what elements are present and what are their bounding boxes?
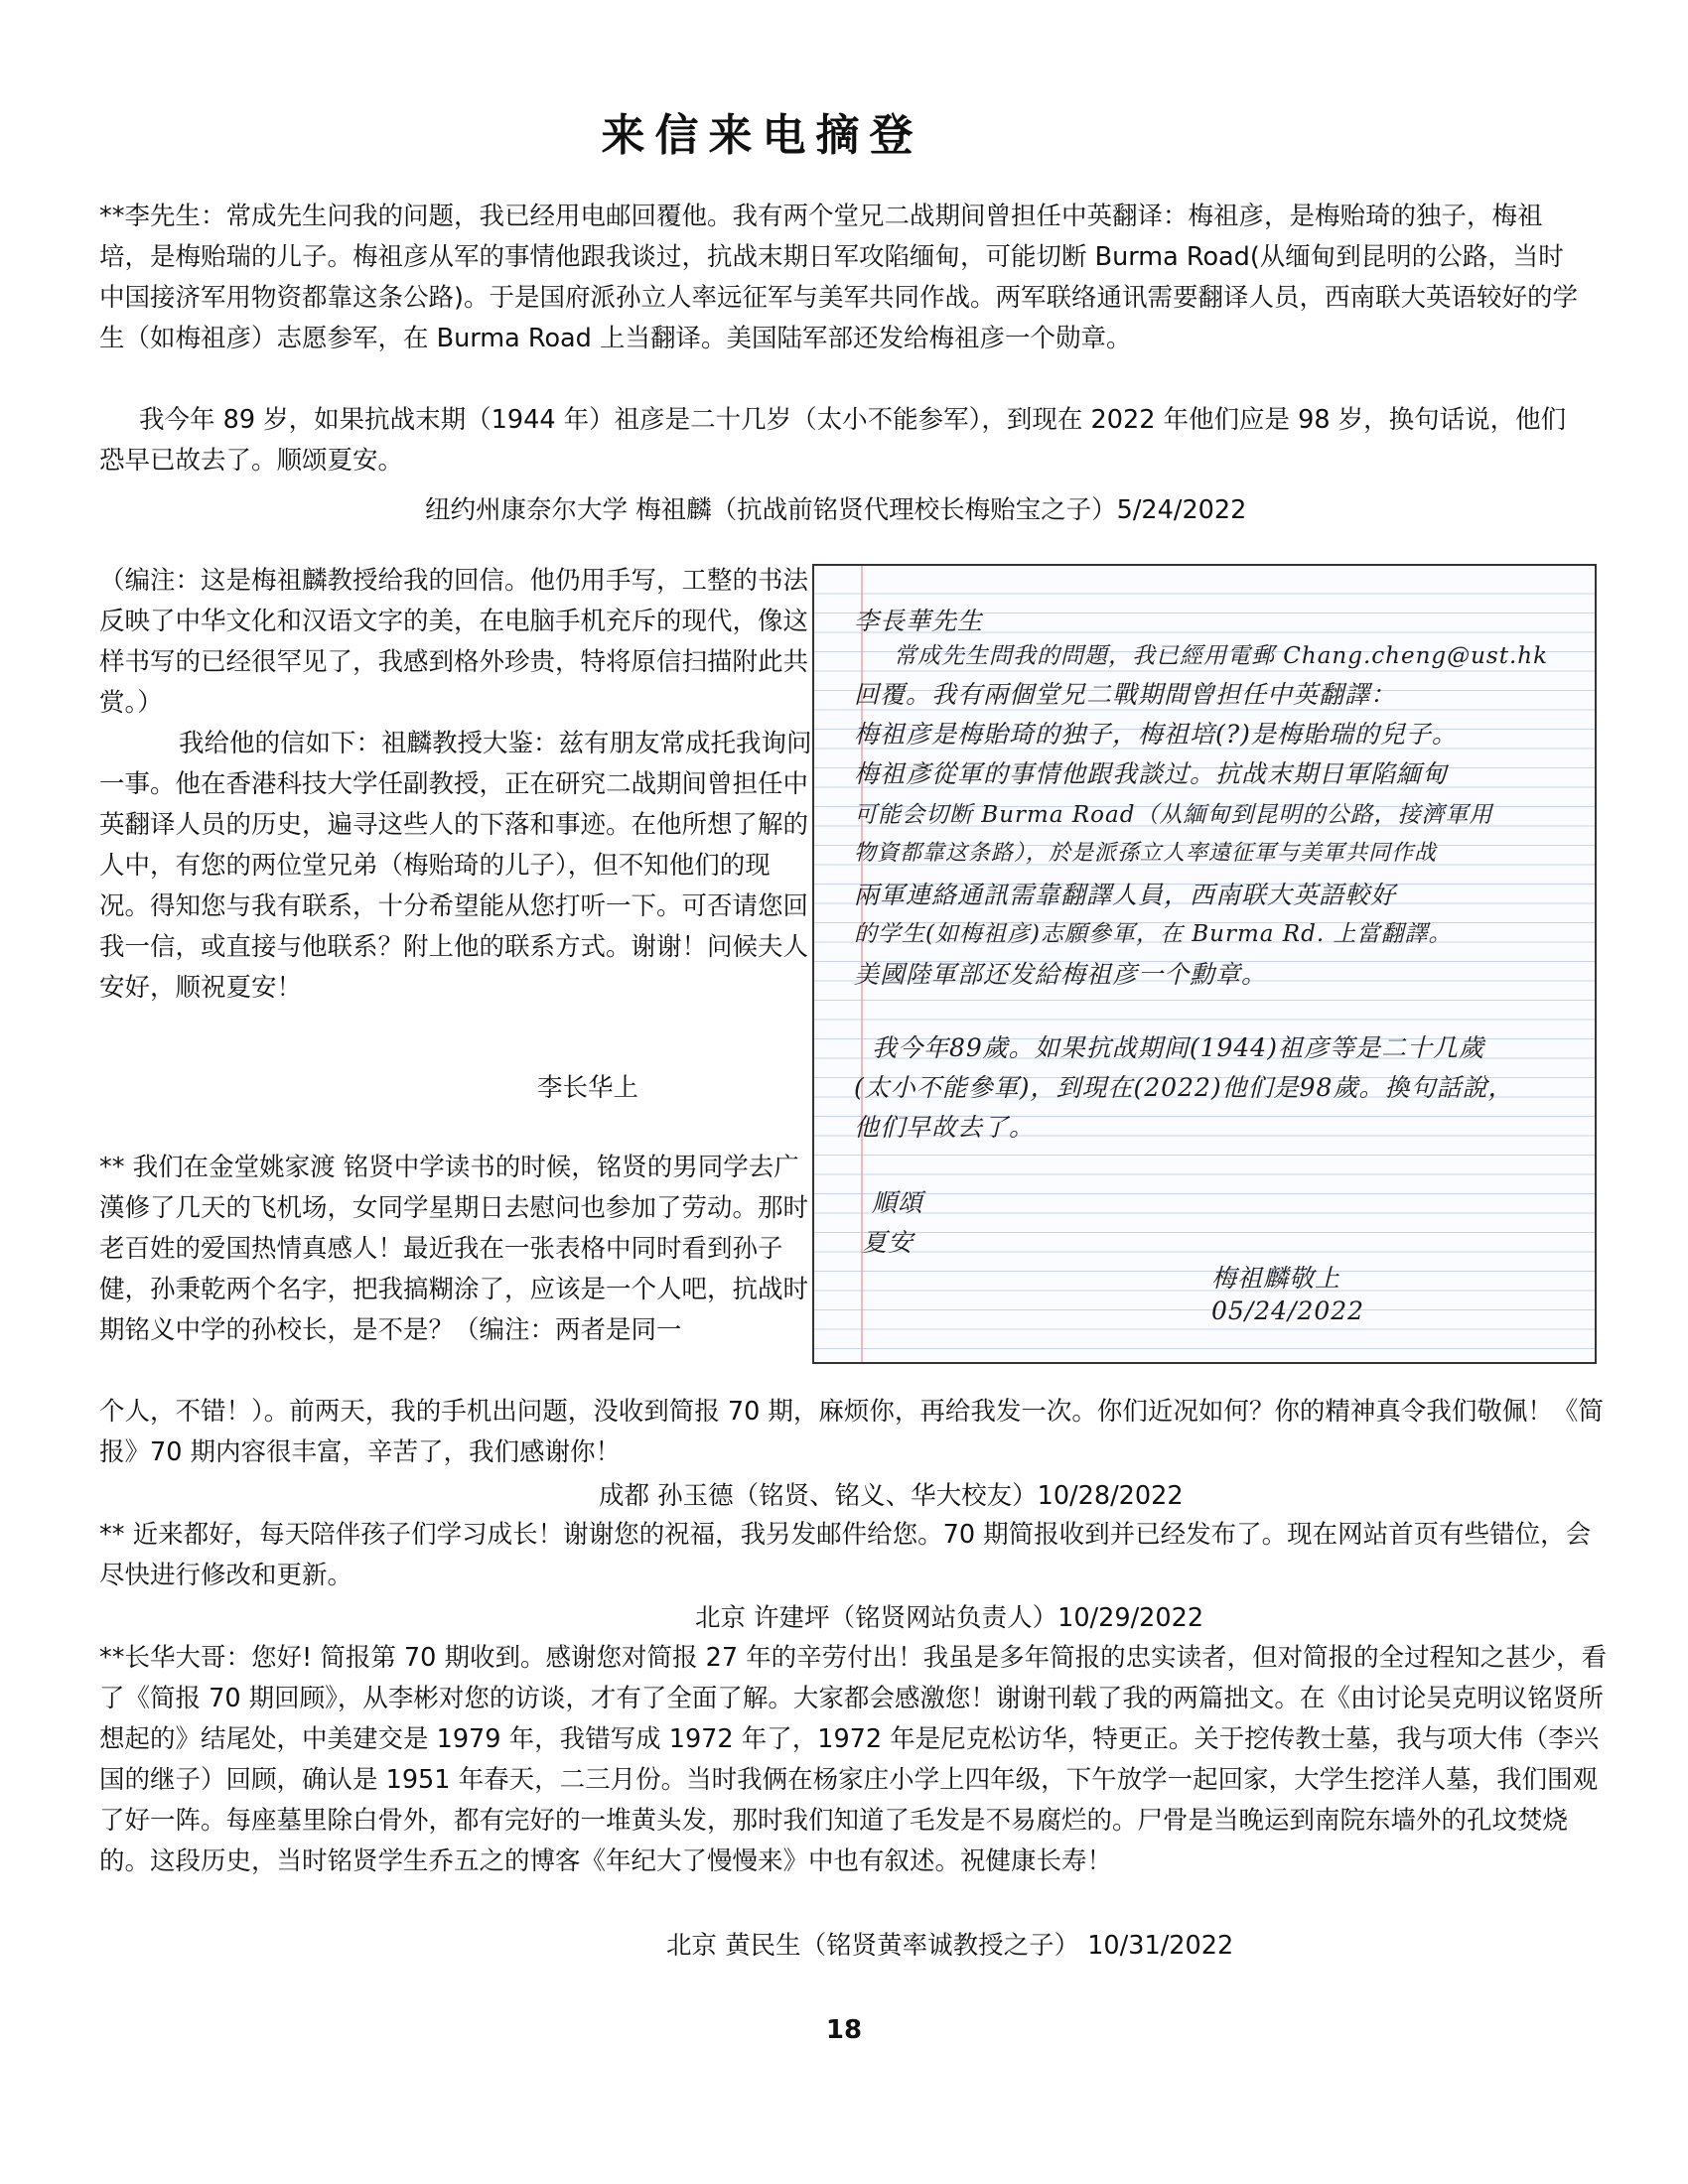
letter-2-paragraph-2: 个人，不错！）。前两天，我的手机出问题，没收到简报 70 期，麻烦你，再给我发一次。你们近况如何？你的精神真令我们敬佩！《简报》70 期内容很丰富，辛苦了，我们感谢你！ [99, 1397, 1604, 1467]
page-number: 18 [825, 2015, 863, 2045]
letter-4-paragraph: **长华大哥：您好! 简报第 70 期收到。感谢您对简报 27 年的辛劳付出！我虽是多年简报的忠实读者，但对简报的全过程知之甚少，看了《简报 70 期回顾》，从李彬对您的访谈，才有了全面了解。大家都会感激您！谢谢刊载了我的两篇拙文。在《由讨论吴克明议铭贤所想起的》结尾处，中美建交是 1979 年，我错写成 1972 年了，1972 年是尼克松访华，特更正。关于挖传教士墓，我与项大伟（李兴国的继子）回顾，确认是 1951 年春天，二三月份。当时我俩在杨家庄小学上四年级，下午放学一起回家，大学生挖洋人墓，我们围观了好一阵。每座墓里除白骨外，都有完好的一堆黄头发，那时我们知道了毛发是不易腐烂的。尸骨是当晚运到南院东墙外的孔坟焚烧的。这段历史，当时铭贤学生乔五之的博客《年纪大了慢慢来》中也有叙述。祝健康长寿！ [99, 1643, 1608, 1876]
handwritten-line: 梅祖彥從軍的事情他跟我談过。抗战末期日軍陷緬甸 [854, 759, 1449, 788]
letter-3-paragraph: ** 近来都好，每天陪伴孩子们学习成长！谢谢您的祝福，我另发邮件给您。70 期简报收到并已经发布了。现在网站首页有些错位，会尽快进行修改和更新。 [99, 1520, 1592, 1590]
handwritten-line: 夏安 [862, 1228, 914, 1257]
handwritten-line: 我今年89歲。如果抗战期间(1944)祖彦等是二十几歲 [872, 1033, 1484, 1062]
handwritten-line: 順頌 [872, 1188, 924, 1217]
handwritten-line: 物資都靠这条路），於是派孫立人率遠征軍与美軍共同作战 [854, 841, 1438, 866]
handwritten-line: 李長華先生 [854, 607, 984, 635]
handwritten-signature: 梅祖麟敬上 [1211, 1264, 1341, 1293]
handwritten-line: 美國陸軍部还发給梅祖彦一个勳章。 [854, 960, 1268, 989]
letter-2-paragraph-1: ** 我们在金堂姚家渡 铭贤中学读书的时候，铭贤的男同学去广漢修了几天的飞机场，女同学星期日去慰问也参加了劳动。那时老百姓的爱国热情真感人！最近我在一张表格中同时看到孙子健，孙秉乾两个名字，把我搞糊涂了，应该是一个人吧，抗战时期铭义中学的孙校长，是不是？（编注：两者是同一 [99, 1153, 809, 1345]
handwritten-line: 梅祖彦是梅貽琦的独子，梅祖培(?)是梅貽瑞的兒子。 [854, 720, 1458, 749]
handwritten-line: 回覆。我有兩個堂兄二戰期間曾担任中英翻譯： [854, 680, 1397, 709]
page-title: 来信来电摘登 [601, 110, 923, 161]
handwritten-line: 他们早故去了。 [854, 1113, 1036, 1142]
handwritten-line: 可能会切断 Burma Road（从緬甸到昆明的公路，接濟軍用 [854, 802, 1493, 828]
handwritten-line: 的学生(如梅祖彦)志願參軍，在 Burma Rd. 上當翻譯。 [854, 921, 1453, 947]
letter-1-paragraph-2: 我今年 89 岁，如果抗战末期（1944 年）祖彦是二十几岁（太小不能参军），到现在 2022 年他们应是 98 岁，换句话说，他们恐早已故去了。顺颂夏安。 [99, 405, 1567, 476]
letter-1-signature: 纽约州康奈尔大学 梅祖麟（抗战前铭贤代理校长梅贻宝之子）5/24/2022 [425, 495, 1247, 525]
editor-letter-paragraph: 我给他的信如下：祖麟教授大鉴：兹有朋友常成托我询问一事。他在香港科技大学任副教授，正在研究二战期间曾担任中英翻译人员的历史，遍寻这些人的下落和事迹。在他所想了解的人中，有您的两位堂兄弟（梅贻琦的儿子），但不知他们的现况。得知您与我有联系，十分希望能从您打听一下。可否请您回我一信，或直接与他联系？附上他的联系方式。谢谢！问候夫人安好，顺祝夏安！ [99, 729, 812, 1003]
letter-4-signature: 北京 黄民生（铭贤黄率诚教授之子） 10/31/2022 [666, 1931, 1234, 1961]
letter-3-signature: 北京 许建坪（铭贤网站负责人）10/29/2022 [695, 1603, 1204, 1633]
editor-note-paragraph: （编注：这是梅祖麟教授给我的回信。他仍用手写，工整的书法反映了中华文化和汉语文字的美，在电脑手机充斥的现代，像这样书写的已经很罕见了，我感到格外珍贵，特将原信扫描附此共赏。） [99, 566, 809, 718]
letter-1-paragraph-1: **李先生：常成先生问我的问题，我已经用电邮回覆他。我有两个堂兄二战期间曾担任中英翻译：梅祖彦，是梅贻琦的独子，梅祖培，是梅贻瑞的儿子。梅祖彦从军的事情他跟我谈过，抗战末期日军攻陷缅甸，可能切断 Burma Road(从缅甸到昆明的公路，当时中国接济军用物资都靠这条公路)。于是国府派孙立人率远征军与美军共同作战。两军联络通讯需要翻译人员，西南联大英语较好的学生（如梅祖彦）志愿参军，在 Burma Road 上当翻译。美国陆军部还发给梅祖彦一个勋章。 [99, 202, 1578, 353]
handwritten-letter-scan [812, 564, 1597, 1364]
letter-2-signature: 成都 孙玉德（铭贤、铭义、华大校友）10/28/2022 [599, 1481, 1184, 1511]
handwritten-line: 常成先生問我的問題，我已經用電郵 Chang.cheng@ust.hk [894, 643, 1549, 669]
editor-letter-signature: 李长华上 [537, 1073, 639, 1103]
handwritten-line: 兩軍連絡通訊需靠翻譯人員，西南联大英語較好 [854, 881, 1397, 909]
handwritten-line: (太小不能參軍)，到現在(2022)他们是98歲。換句話說， [854, 1073, 1514, 1102]
handwritten-date: 05/24/2022 [1211, 1297, 1365, 1325]
